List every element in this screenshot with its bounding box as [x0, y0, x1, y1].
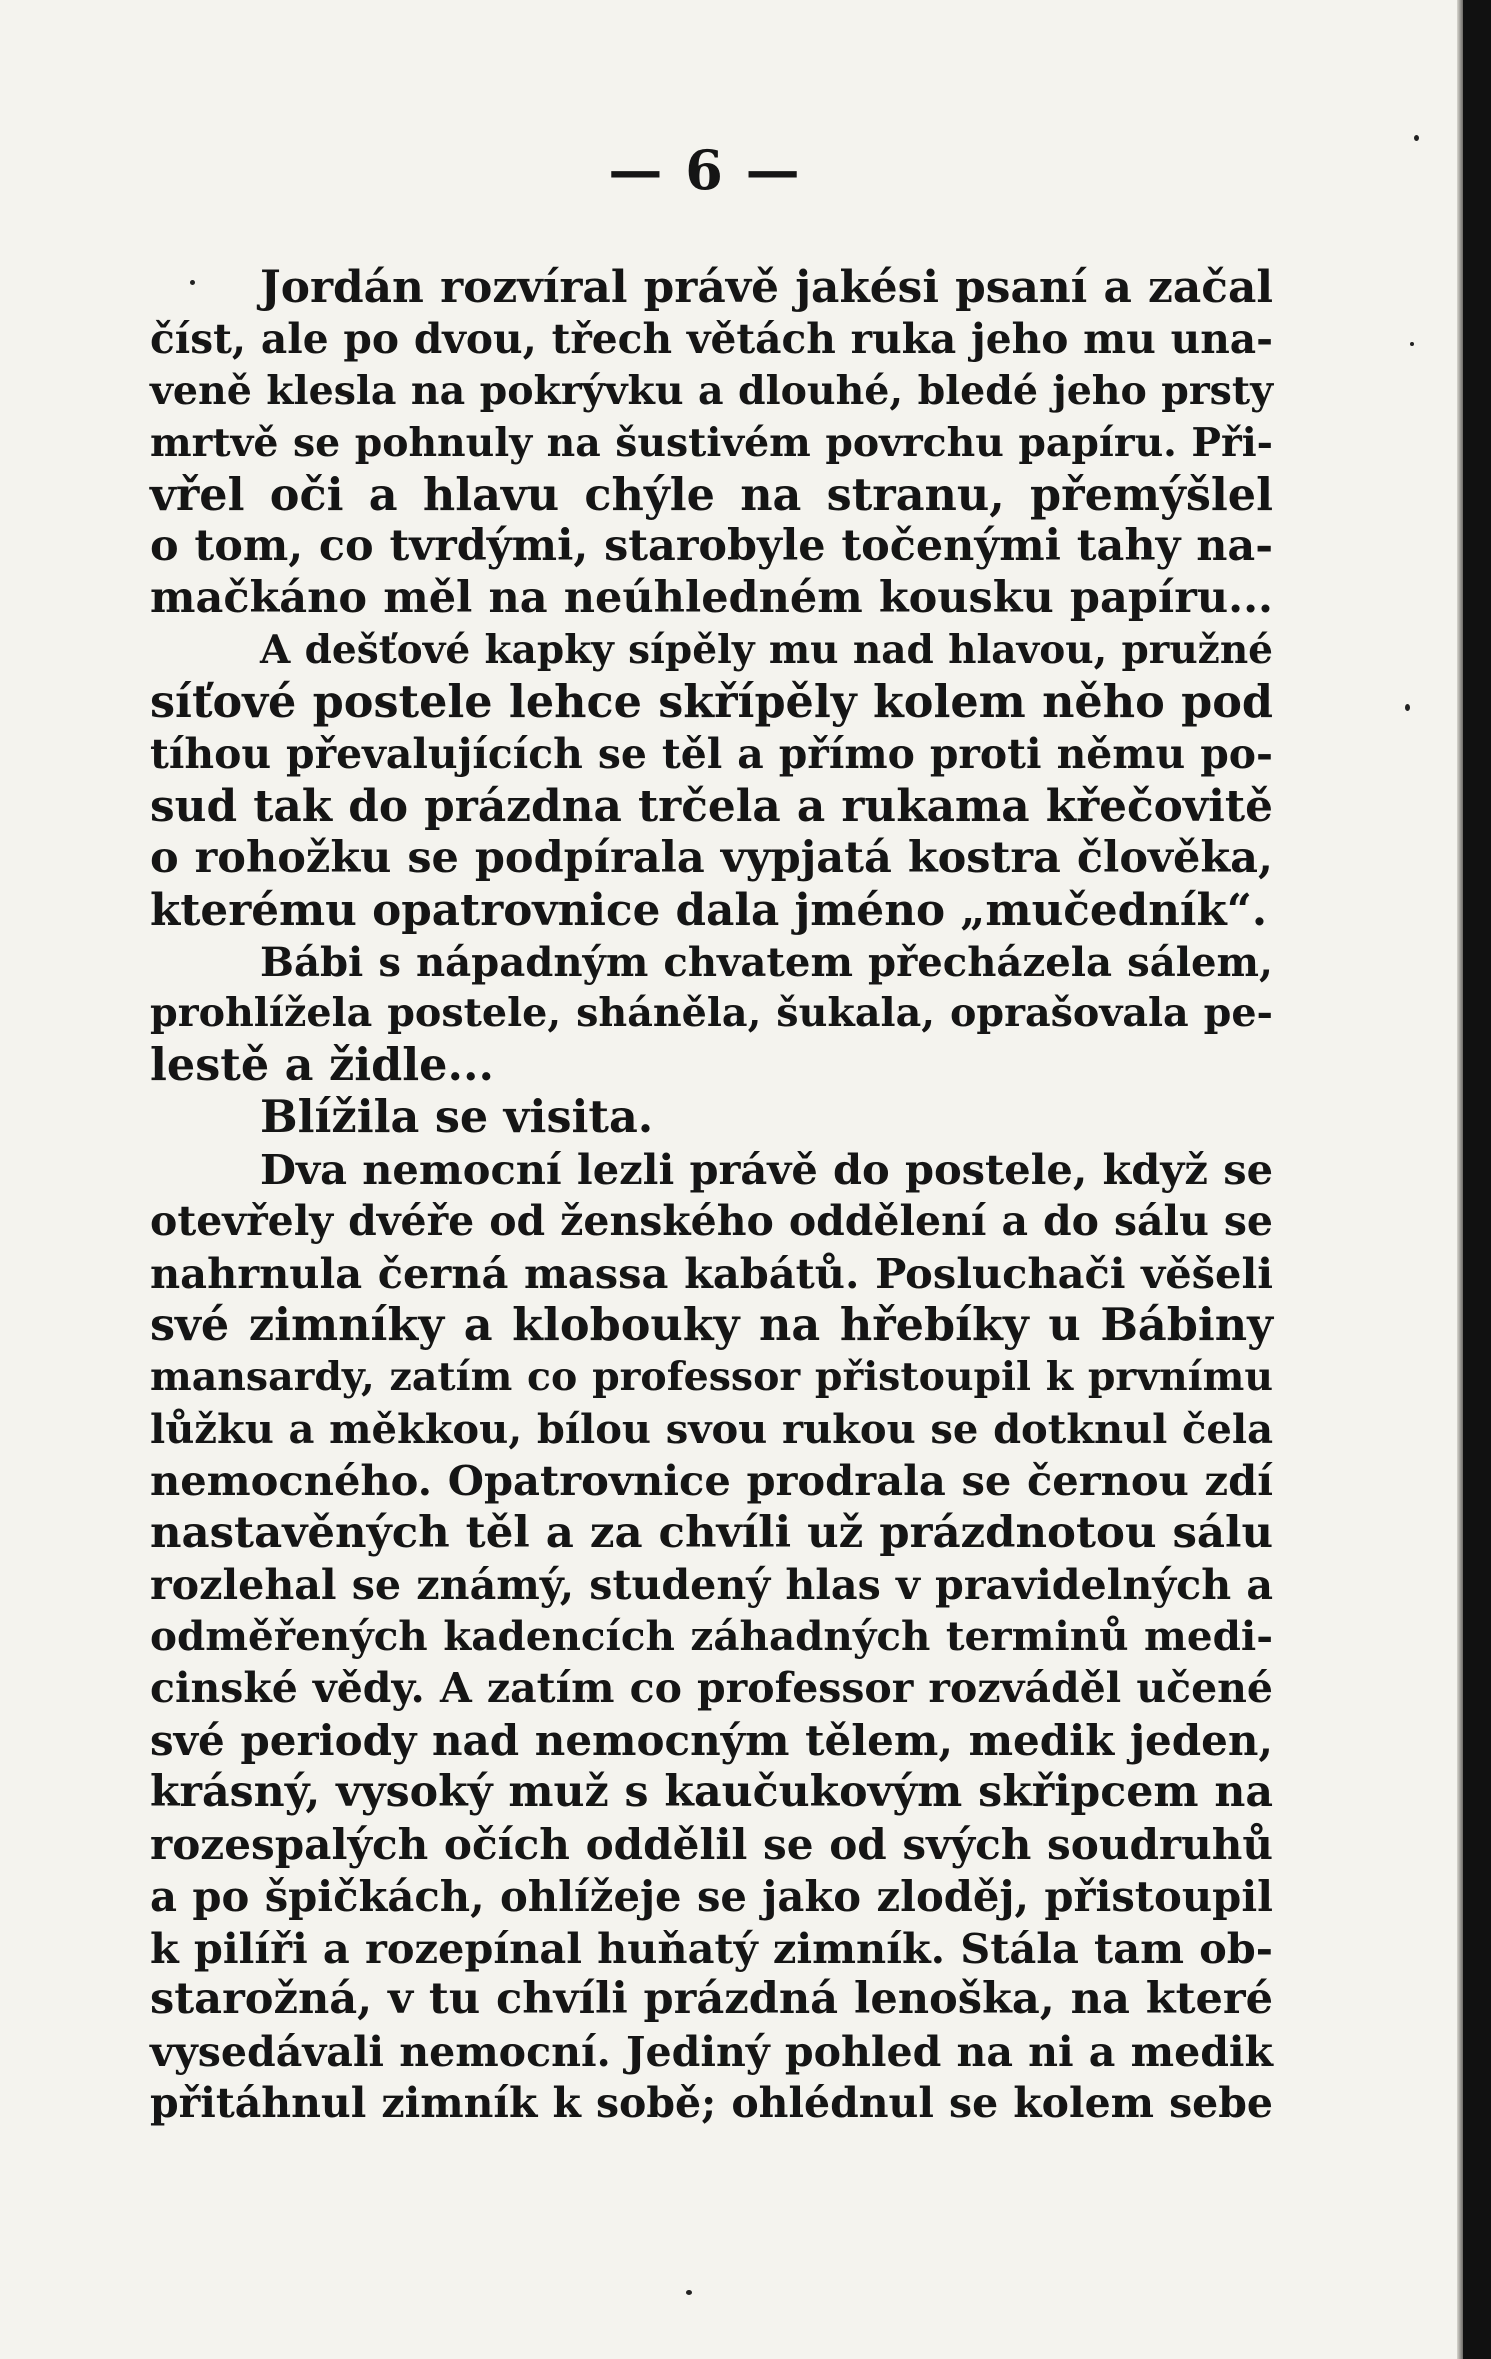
text-line: své periody nad nemocným tělem, medik jeden, — [150, 1715, 1273, 1765]
text-line: nahrnula černá massa kabátů. Posluchači věšeli — [150, 1248, 1273, 1298]
text-line: lestě a židle... — [150, 1039, 494, 1092]
text-line: vřel oči a hlavu chýle na stranu, přemýšlel — [150, 468, 1273, 521]
text-line: o tom, co tvrdými, starobyle točenými tahy na- — [150, 521, 1273, 572]
text-line: lůžku a měkkou, bílou svou rukou se dotknul čela — [150, 1405, 1273, 1453]
text-line: Bábi s nápadným chvatem přecházela sálem, — [260, 938, 1273, 986]
scan-speck — [190, 280, 195, 285]
text-line: sud tak do prázdna trčela a rukama křečovitě — [150, 780, 1273, 832]
text-line: kterému opatrovnice dala jméno „mučedník“. — [150, 884, 1268, 936]
text-line: otevřely dvéře od ženského oddělení a do sálu se — [150, 1197, 1273, 1246]
text-line: rozlehal se známý, studený hlas v pravidelných a — [150, 1560, 1273, 1610]
text-line: starožná, v tu chvíli prázdná lenoška, na které — [150, 1974, 1273, 2025]
scan-border — [1463, 0, 1491, 2359]
text-line: a po špičkách, ohlížeje se jako zloděj, přistoupil — [150, 1871, 1273, 1921]
text-line: Jordán rozvíral právě jakési psaní a začal — [260, 262, 1273, 313]
text-line: Dva nemocní lezli právě do postele, když se — [260, 1145, 1273, 1195]
text-line: přitáhnul zimník k sobě; ohlédnul se kolem sebe — [150, 2079, 1273, 2128]
text-line: prohlížela postele, sháněla, šukala, oprašovala pe- — [150, 990, 1273, 1037]
text-line: vysedávali nemocní. Jediný pohled na ni a medik — [150, 2027, 1273, 2077]
text-line: tíhou převalujících se těl a přímo proti němu po- — [150, 730, 1273, 779]
scan-speck — [1414, 135, 1419, 141]
text-line: o rohožku se podpírala vypjatá kostra člověka, — [150, 832, 1273, 883]
text-line: rozespalých očích oddělil se od svých soudruhů — [150, 1818, 1273, 1869]
body-text — [150, 262, 1273, 2130]
text-line: mrtvě se pohnuly na šustivém povrchu papíru. Při- — [150, 419, 1273, 466]
scan-speck — [686, 2290, 692, 2295]
scan-speck — [1410, 342, 1414, 346]
text-line: nastavěných těl a za chvíli už prázdnotou sálu — [150, 1507, 1273, 1559]
text-line: své zimníky a klobouky na hřebíky u Bábiny — [150, 1298, 1273, 1351]
scan-speck — [1405, 704, 1410, 711]
text-line: cinské vědy. A zatím co professor rozváděl učené — [150, 1664, 1273, 1713]
text-line: mansardy, zatím co professor přistoupil k prvnímu — [150, 1353, 1273, 1400]
text-line: odměřených kadencích záhadných terminů medi- — [150, 1612, 1273, 1661]
text-line: Blížila se visita. — [260, 1091, 654, 1144]
text-line: veně klesla na pokrývku a dlouhé, bledé jeho prsty — [150, 367, 1273, 414]
page-number: — 6 — — [608, 138, 802, 202]
text-line: krásný, vysoký muž s kaučukovým skřipcem na — [150, 1766, 1273, 1817]
text-line: mačkáno měl na neúhledném kousku papíru... — [150, 573, 1273, 624]
text-line: nemocného. Opatrovnice prodrala se černou zdí — [150, 1456, 1273, 1506]
text-line: síťové postele lehce skřípěly kolem něho pod — [150, 676, 1273, 729]
text-line: A dešťové kapky sípěly mu nad hlavou, pružné — [260, 627, 1273, 674]
text-line: k pilíři a rozepínal huňatý zimník. Stála tam ob- — [150, 1923, 1273, 1973]
text-line: číst, ale po dvou, třech větách ruka jeho mu una- — [150, 314, 1273, 363]
